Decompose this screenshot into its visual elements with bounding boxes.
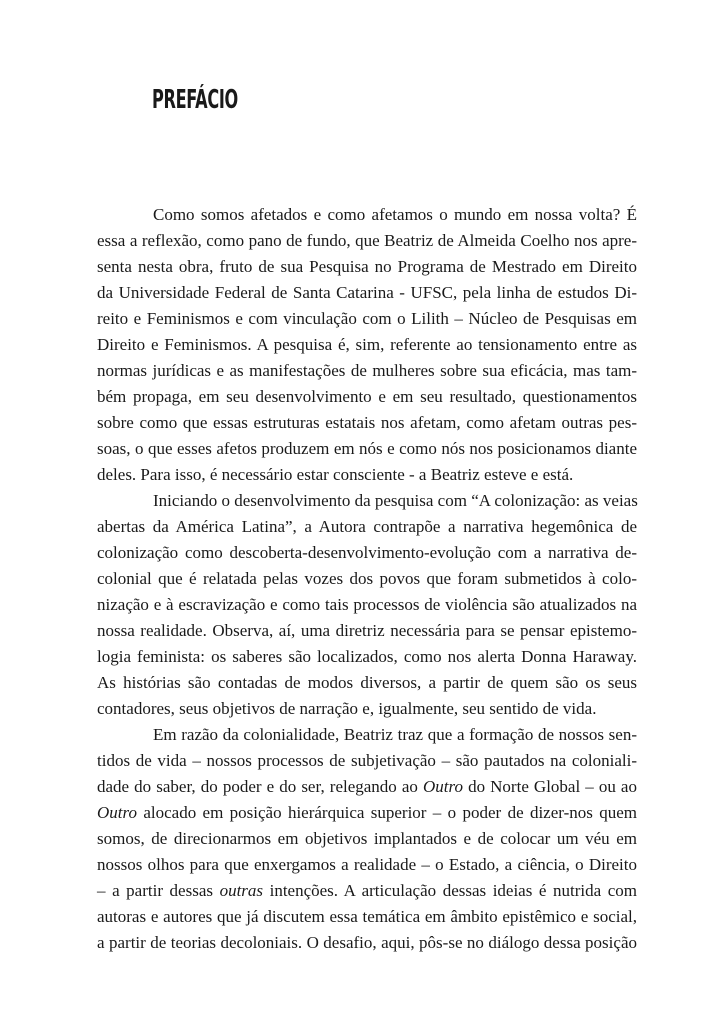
text-line: da Universidade Federal de Santa Catarina - UFSC, pela linha de estudos Di- [97,283,637,302]
text-segment: dade do saber, do poder e do ser, relegando ao [97,777,423,796]
italic-term: Outro [97,803,137,822]
text-line: essa a reflexão, como pano de fundo, que Beatriz de Almeida Coelho nos apre- [97,231,637,250]
text-line: Direito e Feminismos. A pesquisa é, sim, referente ao tensionamento entre as [97,335,637,354]
text-line: logia feminista: os saberes são localizados, como nos alerta Donna Haraway. [97,647,637,666]
text-line: sobre como que essas estruturas estatais nos afetam, como afetam outras pes- [97,413,637,432]
text-line: colonização como descoberta-desenvolvimento-evolução com a narrativa de- [97,543,637,562]
text-line: deles. Para isso, é necessário estar consciente - a Beatriz esteve e está. [97,465,574,484]
text-line: a partir de teorias decoloniais. O desafio, aqui, pôs-se no diálogo dessa posição [97,933,637,952]
text-line: normas jurídicas e as manifestações de mulheres sobre sua eficácia, mas tam- [97,361,637,380]
text-line: bém propaga, em seu desenvolvimento e em seu resultado, questionamentos [97,387,637,406]
italic-term: Outro [423,777,463,796]
text-line: contadores, seus objetivos de narração e, igualmente, seu sentido de vida. [97,699,597,718]
text-line: Em razão da colonialidade, Beatriz traz que a formação de nossos sen- [153,725,637,744]
preface-body-text [97,202,637,956]
chapter-title: PREFÁCIO [152,85,238,115]
text-segment: alocado em posição hierárquica superior – o poder de dizer-nos quem [137,803,637,822]
text-line: Como somos afetados e como afetamos o mundo em nossa volta? É [153,205,637,224]
text-line [97,800,637,826]
italic-term: outras [219,881,264,900]
text-line: somos, de direcionarmos em objetivos implantados e de colocar um véu em [97,829,637,848]
text-line: abertas da América Latina”, a Autora contrapõe a narrativa hegemônica de [97,517,637,536]
text-line: nossa realidade. Observa, aí, uma diretriz necessária para se pensar epistemo- [97,621,637,640]
text-line: senta nesta obra, fruto de sua Pesquisa no Programa de Mestrado em Direito [97,257,637,276]
text-line: autoras e autores que já discutem essa temática em âmbito epistêmico e social, [97,907,637,926]
text-line: soas, o que esses afetos produzem em nós e como nós nos posicionamos diante [97,439,637,458]
text-segment: do Norte Global – ou ao [463,777,637,796]
text-line [97,774,637,800]
text-line: tidos de vida – nossos processos de subjetivação – são pautados na coloniali- [97,751,637,770]
text-line: nossos olhos para que enxergamos a realidade – o Estado, a ciência, o Direito [97,855,637,874]
text-line: nização e à escravização e como tais processos de violência são atualizados na [97,595,637,614]
text-line: Iniciando o desenvolvimento da pesquisa com “A colonização: as veias [153,491,638,510]
text-line: reito e Feminismos e com vinculação com o Lilith – Núcleo de Pesquisas em [97,309,637,328]
text-line: As histórias são contadas de modos diversos, a partir de quem são os seus [97,673,637,692]
text-line [97,878,637,904]
text-segment: intenções. A articulação dessas ideias é nutrida com [263,881,637,900]
text-segment: – a partir dessas [97,881,220,900]
text-line: colonial que é relatada pelas vozes dos povos que foram submetidos à colo- [97,569,637,588]
